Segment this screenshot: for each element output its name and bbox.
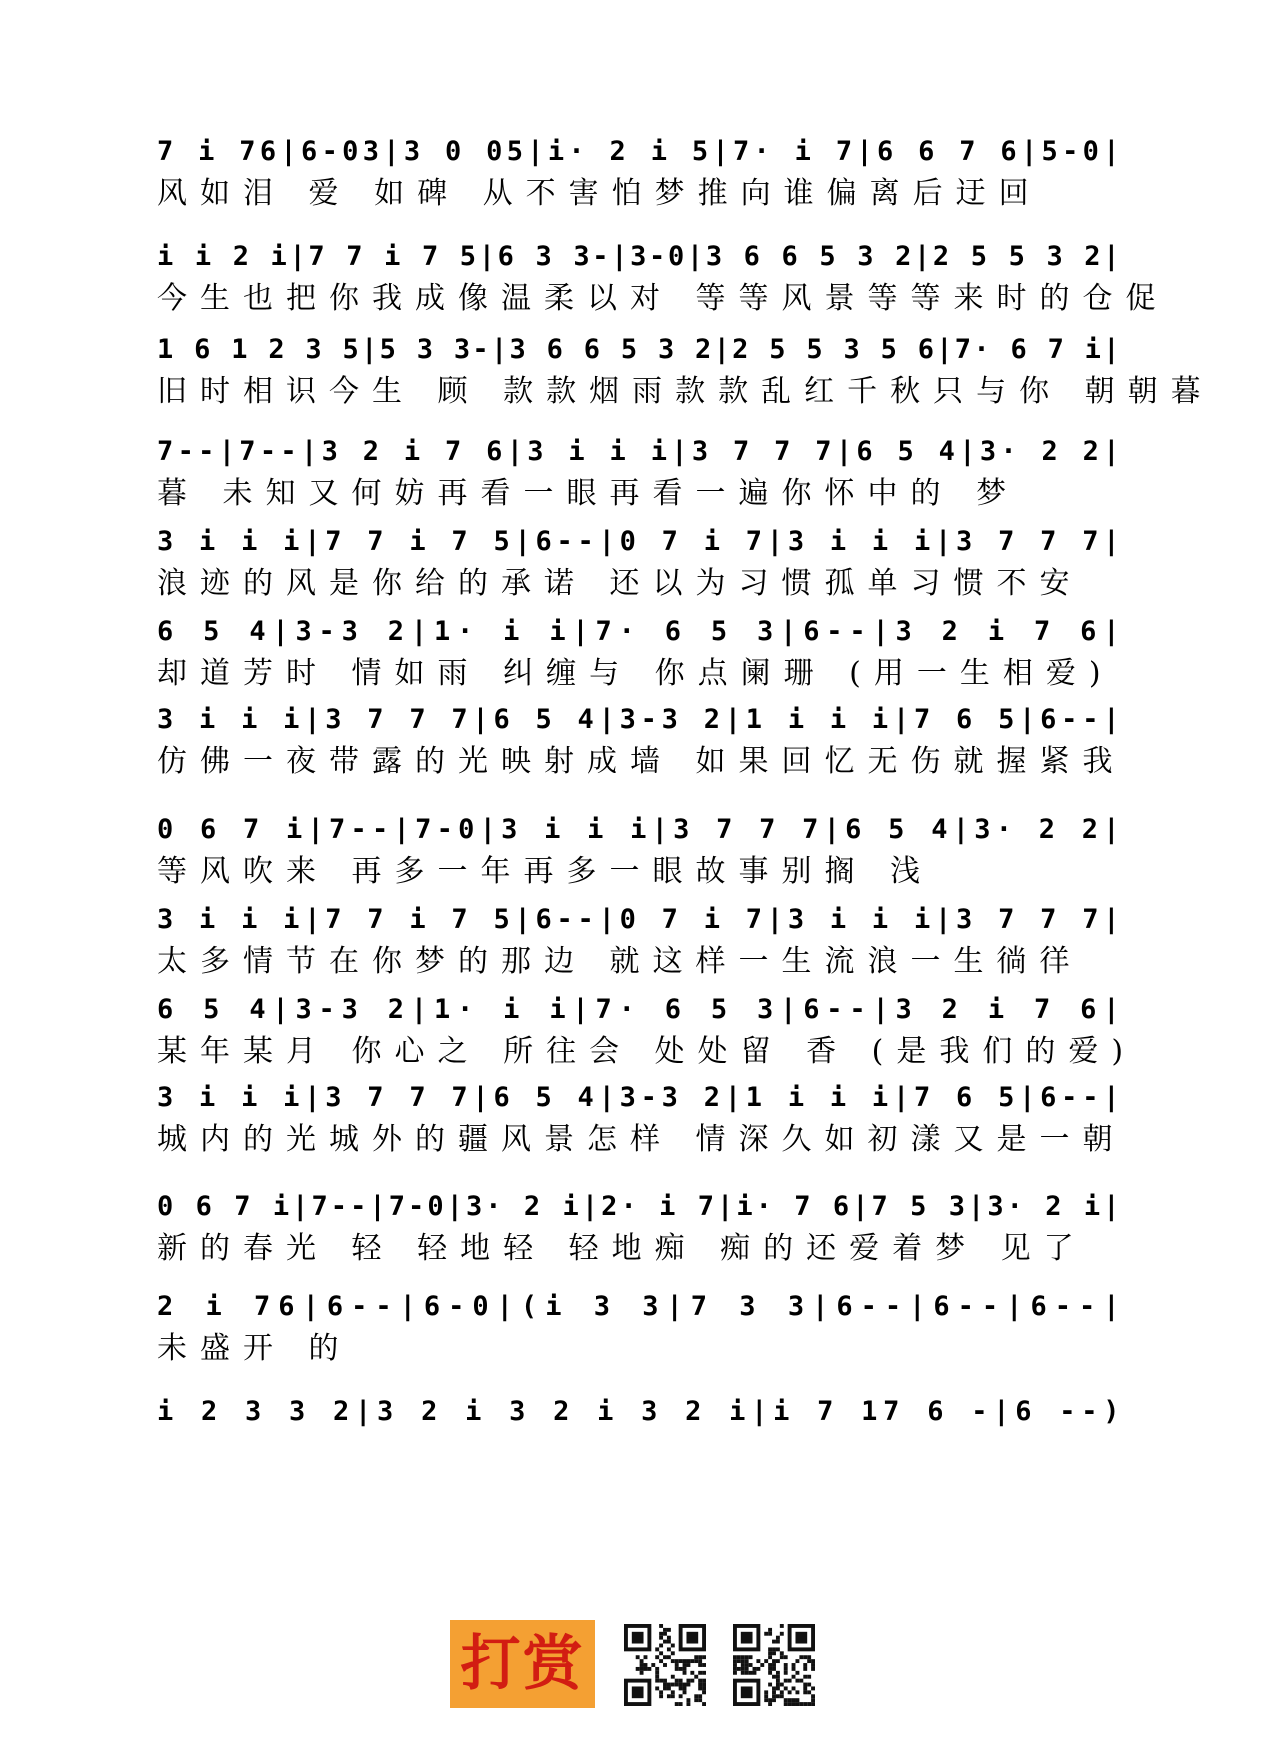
lyric-row-10: 某年某月 你心之 所往会 处处留 香 (是我们的爱) — [157, 1034, 1137, 1069]
qr-code-icon — [733, 1624, 815, 1706]
notation-row-2: i i 2 i|7 7 i 7 5|6 3 3-|3-0|3 6 6 5 3 2|2 5 5 3 2| — [157, 241, 1120, 272]
notation-row-13: 2 i 76|6--|6-0|(i 3 3|7 3 3|6--|6--|6--| — [157, 1291, 1120, 1322]
lyric-row-2: 今生也把你我成像温柔以对 等等风景等等来时的仓促 — [157, 281, 1169, 316]
reward-button[interactable]: 打赏 — [450, 1620, 595, 1708]
qr-code-icon — [624, 1624, 706, 1706]
notation-row-10: 6 5 4|3-3 2|1· i i|7· 6 5 3|6--|3 2 i 7 6| — [157, 994, 1120, 1025]
lyric-row-4: 暮 未知又何妨再看一眼再看一遍你怀中的 梦 — [157, 476, 1020, 511]
notation-row-8: 0 6 7 i|7--|7-0|3 i i i|3 7 7 7|6 5 4|3· 2 2| — [157, 814, 1120, 845]
notation-row-14: i 2 3 3 2|3 2 i 3 2 i 3 2 i|i 7 17 6 -|6 --) — [157, 1396, 1120, 1427]
notation-row-6: 6 5 4|3-3 2|1· i i|7· 6 5 3|6--|3 2 i 7 6| — [157, 616, 1120, 647]
notation-row-7: 3 i i i|3 7 7 7|6 5 4|3-3 2|1 i i i|7 6 5|6--| — [157, 704, 1120, 735]
notation-row-4: 7--|7--|3 2 i 7 6|3 i i i|3 7 7 7|6 5 4|3· 2 2| — [157, 436, 1120, 467]
lyric-row-8: 等风吹来 再多一年再多一眼故事别搁 浅 — [157, 854, 934, 889]
notation-row-9: 3 i i i|7 7 i 7 5|6--|0 7 i 7|3 i i i|3 7 7 7| — [157, 904, 1120, 935]
footer — [0, 1620, 1272, 1730]
notation-row-11: 3 i i i|3 7 7 7|6 5 4|3-3 2|1 i i i|7 6 5|6--| — [157, 1082, 1120, 1113]
lyric-row-1: 风如泪 爱 如碑 从不害怕梦推向谁偏离后迂回 — [157, 176, 1042, 211]
lyric-row-11: 城内的光城外的疆风景怎样 情深久如初漾又是一朝 — [157, 1122, 1126, 1157]
lyric-row-3: 旧时相识今生 顾 款款烟雨款款乱红千秋只与你 朝朝暮 — [157, 374, 1214, 409]
lyric-row-9: 太多情节在你梦的那边 就这样一生流浪一生徜徉 — [157, 944, 1083, 979]
notation-row-12: 0 6 7 i|7--|7-0|3· 2 i|2· i 7|i· 7 6|7 5 3|3· 2 i| — [157, 1191, 1120, 1222]
lyric-row-13: 未盛开 的 — [157, 1331, 352, 1366]
lyric-row-5: 浪迹的风是你给的承诺 还以为习惯孤单习惯不安 — [157, 566, 1083, 601]
notation-row-5: 3 i i i|7 7 i 7 5|6--|0 7 i 7|3 i i i|3 7 7 7| — [157, 526, 1120, 557]
notation-row-3: 1 6 1 2 3 5|5 3 3-|3 6 6 5 3 2|2 5 5 3 5 6|7· 6 7 i| — [157, 334, 1120, 365]
lyric-row-6: 却道芳时 情如雨 纠缠与 你点阑珊 (用一生相爱) — [157, 656, 1114, 691]
notation-row-1: 7 i 76|6-03|3 0 05|i· 2 i 5|7· i 7|6 6 7 6|5-0| — [157, 136, 1120, 167]
lyric-row-7: 仿佛一夜带露的光映射成墙 如果回忆无伤就握紧我 — [157, 744, 1126, 779]
lyric-row-12: 新的春光 轻 轻地轻 轻地痴 痴的还爱着梦 见了 — [157, 1231, 1087, 1266]
